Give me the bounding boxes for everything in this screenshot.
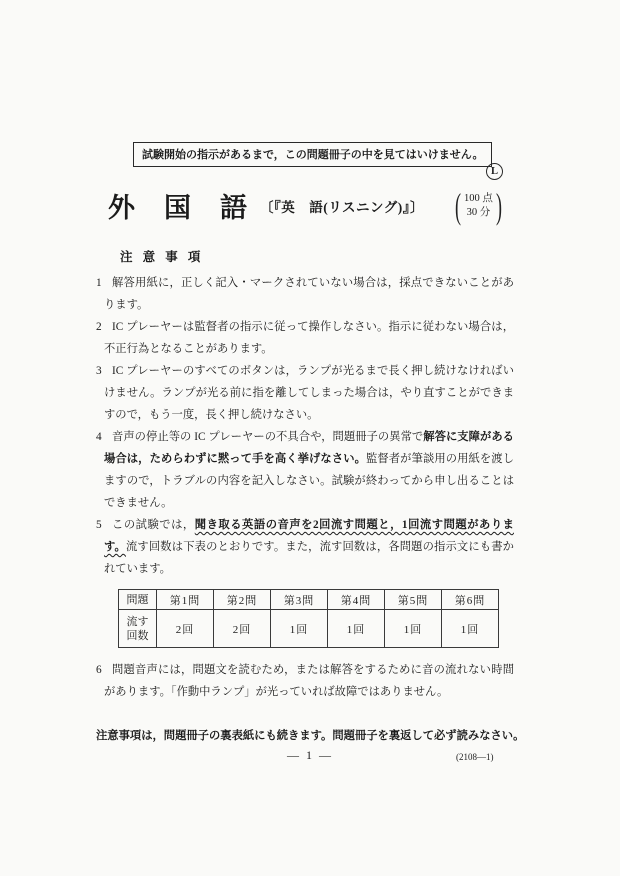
- notice-item: [96, 426, 514, 514]
- item-number: 6: [96, 664, 102, 676]
- subject-title: 外 国 語: [108, 193, 248, 223]
- item-text-segment: 聞き取る英語の音声を2回流す問題と，1回流す問題があります。: [104, 519, 514, 553]
- table-row-label: 流す回数: [119, 610, 157, 648]
- do-not-open-banner: 試験開始の指示があるまで，この問題冊子の中を見てはいけません。: [133, 142, 492, 167]
- page-number: — 1 —: [287, 748, 333, 762]
- notice-item-list-bottom: [96, 659, 514, 703]
- table-value-cell: 1回: [385, 610, 442, 648]
- table-value-cell: 1回: [442, 610, 499, 648]
- notice-item: [96, 272, 514, 316]
- points-stack: [464, 192, 493, 220]
- points-and-time: [452, 185, 505, 226]
- subject-subtitle: 〔『英 語(リスニング)』〕: [260, 199, 424, 215]
- notice-item: [96, 360, 514, 426]
- document-code: (2108—1): [456, 752, 494, 762]
- table-header-cell: 第4問: [328, 590, 385, 610]
- item-text-segment: IC プレーヤーは監督者の指示に従って操作しなさい。指示に従わない場合は，不正行為となることがあります。: [104, 321, 514, 355]
- play-count-table-wrap: [118, 589, 514, 648]
- item-text-segment: 解答に支障がある場合は，ためらわずに黙って手を高く挙げなさい。: [104, 431, 514, 465]
- item-text-segment: 音声の停止等の IC プレーヤーの不具合や，問題冊子の異常で: [112, 431, 424, 443]
- notice-item: [96, 659, 514, 703]
- table-value-cell: 2回: [214, 610, 271, 648]
- notice-section: [96, 247, 514, 703]
- notice-item: [96, 316, 514, 360]
- item-number: 3: [96, 365, 102, 377]
- footer-note: 注意事項は，問題冊子の裏表紙にも続きます。問題冊子を裏返して必ず読みなさい。: [96, 730, 525, 742]
- table-value-cell: 1回: [328, 610, 385, 648]
- right-paren: ): [495, 185, 502, 226]
- item-number: 4: [96, 431, 102, 443]
- table-value-cell: 2回: [157, 610, 214, 648]
- table-header-cell: 第2問: [214, 590, 271, 610]
- table-header-cell: 第6問: [442, 590, 499, 610]
- item-number: 1: [96, 277, 102, 289]
- table-value-row: [119, 610, 499, 648]
- table-header-cell: 第3問: [271, 590, 328, 610]
- item-text-segment: 問題音声には，問題文を読むため，または解答をするために音の流れない時間があります。「作動中ランプ」が光っていれば故障ではありません。: [104, 664, 514, 698]
- table-header-cell: 第5問: [385, 590, 442, 610]
- item-text-segment: 解答用紙に，正しく記入・マークされていない場合は，採点できないことがあります。: [104, 277, 514, 311]
- play-count-table: [118, 589, 499, 648]
- table-header-label: 問題: [119, 590, 157, 610]
- notice-item-list-top: [96, 272, 514, 580]
- title-row: [108, 186, 505, 225]
- item-text-segment: この試験では，: [112, 519, 195, 531]
- left-paren: (: [454, 185, 461, 226]
- item-number: 5: [96, 519, 102, 531]
- item-text-segment: 監督者が筆談用の用紙を渡しますので，トラブルの内容を記入しなさい。試験が終わってから申し出ることはできません。: [104, 453, 514, 509]
- points-value: 100 点: [463, 192, 493, 204]
- notice-item: [96, 514, 514, 580]
- item-text-segment: 流す回数は下表のとおりです。また，流す回数は，各問題の指示文にも書かれています。: [104, 541, 514, 575]
- item-number: 2: [96, 321, 102, 333]
- notice-heading: 注 意 事 項: [120, 250, 204, 264]
- table-header-cell: 第1問: [157, 590, 214, 610]
- table-value-cell: 1回: [271, 610, 328, 648]
- item-text-segment: IC プレーヤーのすべてのボタンは，ランプが光るまで長く押し続けなければいけません。ランプが光る前に指を離してしまった場合は，やり直すことができますので，もう一度，長く押し続けなさい。: [104, 365, 514, 421]
- table-header-row: [119, 590, 499, 610]
- time-value: 30 分: [466, 206, 491, 218]
- listening-circle-mark: L: [486, 163, 503, 180]
